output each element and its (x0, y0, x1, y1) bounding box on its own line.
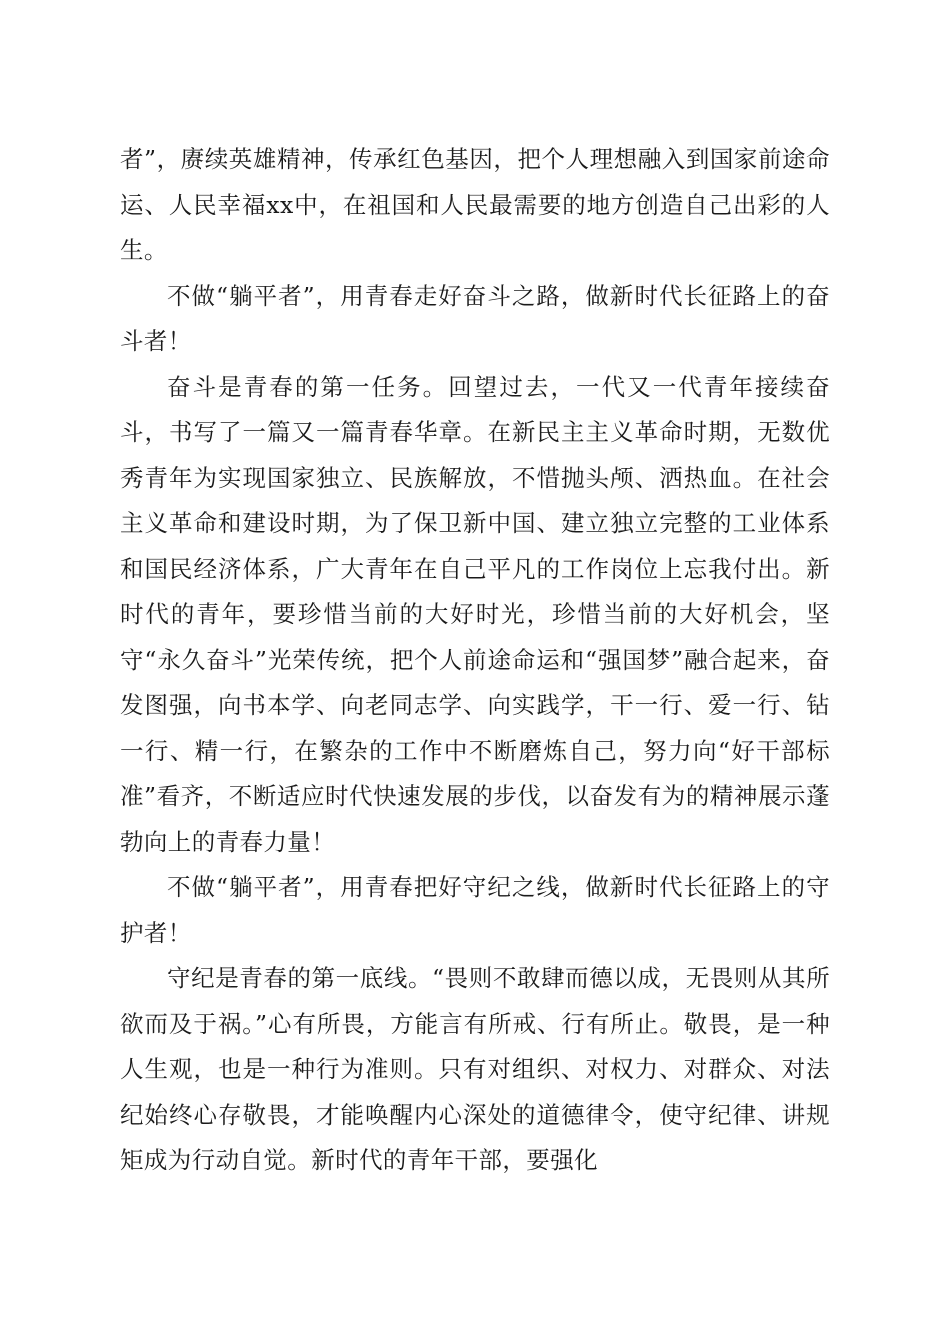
document-body (120, 137, 830, 1184)
paragraph-struggle-body: 奋斗是青春的第一任务。回望过去，一代又一代青年接续奋斗，书写了一篇又一篇青春华章。在新民主主义革命时期，无数优秀青年为实现国家独立、民族解放，不惜抛头颅、洒热血。在社会主义革命和建设时期，为了保卫新中国、建立独立完整的工业体系和国民经济体系，广大青年在自己平凡的工作岗位上忘我付出。新时代的青年，要珍惜当前的大好时光，珍惜当前的大好机会，坚守“永久奋斗”光荣传统，把个人前途命运和“强国梦”融合起来，奋发图强，向书本学、向老同志学、向实践学，干一行、爱一行、钻一行、精一行，在繁杂的工作中不断磨炼自己，努力向“好干部标准”看齐，不断适应时代快速发展的步伐，以奋发有为的精神展示蓬勃向上的青春力量！ (120, 372, 830, 856)
paragraph-continuation: 者”，赓续英雄精神，传承红色基因，把个人理想融入到国家前途命运、人民幸福xx中，在祖国和人民最需要的地方创造自己出彩的人生。 (120, 145, 830, 264)
paragraph-discipline-body: 守纪是青春的第一底线。“畏则不敢肆而德以成，无畏则从其所欲而及于祸。”心有所畏，方能言有所戒、行有所止。敬畏，是一种人生观，也是一种行为准则。只有对组织、对权力、对群众、对法纪始终心存敬畏，才能唤醒内心深处的道德律令，使守纪律、讲规矩成为行动自觉。新时代的青年干部，要强化 (120, 964, 830, 1174)
paragraph-heading-discipline: 不做“躺平者”，用青春把好守纪之线，做新时代长征路上的守护者！ (120, 873, 830, 947)
paragraph-heading-struggle: 不做“躺平者”，用青春走好奋斗之路，做新时代长征路上的奋斗者！ (120, 281, 830, 355)
